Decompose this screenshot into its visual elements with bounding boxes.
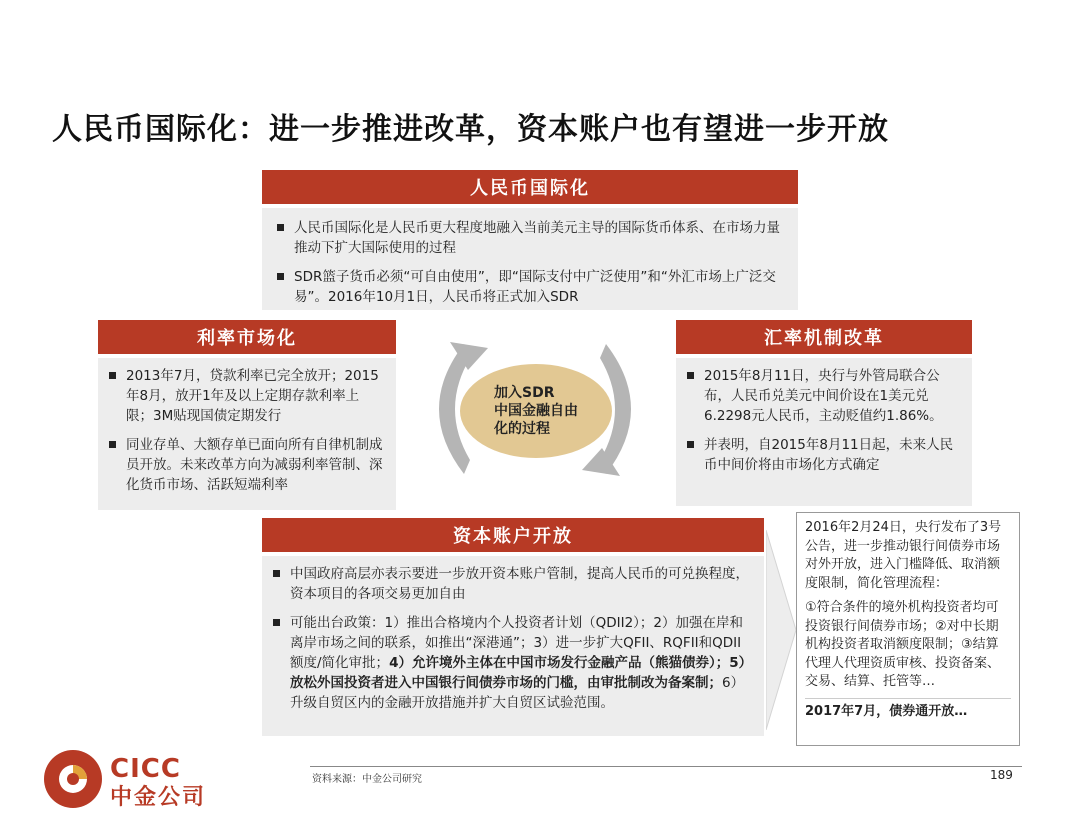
exchange-rate-header: 汇率机制改革	[676, 320, 972, 354]
page-title: 人民币国际化：进一步推进改革，资本账户也有望进一步开放	[52, 112, 889, 147]
list-item: SDR篮子货币必须“可自由使用”，即“国际支付中广泛使用”和“外汇市场上广泛交易”。2016年10月1日，人民币将正式加入SDR	[274, 267, 784, 307]
footer-divider	[310, 766, 1022, 767]
interest-rate-header: 利率市场化	[98, 320, 396, 354]
cicc-logo-icon	[42, 748, 104, 810]
rmb-internationalization-box	[262, 208, 798, 310]
source-note: 资料来源：中金公司研究	[312, 774, 422, 785]
list-item: 同业存单、大额存单已面向所有自律机制成员开放。未来改革方向为减弱利率管制、深化货币市场、活跃短端利率	[106, 435, 386, 495]
exchange-rate-box	[676, 358, 972, 506]
list-item: 2015年8月11日，央行与外管局联合公布，人民币兑美元中间价设在1美元兑6.2298元人民币，主动贬值约1.86%。	[684, 366, 962, 426]
capital-account-box	[262, 556, 764, 736]
note-paragraph: 2016年2月24日，央行发布了3号公告，进一步推动银行间债券市场对外开放，进入门槛降低、取消额度限制，简化管理流程：	[805, 520, 1002, 591]
list-item: 人民币国际化是人民币更大程度地融入当前美元主导的国际货币体系、在市场力量推动下扩大国际使用的过程	[274, 218, 784, 258]
policy-text-a: 可能出台政策：1）推出合格境内个人投资者计划（QDII2）；2）加强在岸和离岸市场之间的联系，如推出“深港通”；3）进一步扩大QFII、RQFII和QDII额度/简化审批；	[290, 615, 744, 671]
page-number: 189	[990, 768, 1013, 782]
brand-name-cn: 中金公司	[110, 785, 207, 810]
policy-text-c: 6）升级自贸区内的金融开放措施并扩大自贸区试验范围。	[290, 675, 745, 711]
bond-market-note	[796, 512, 1020, 746]
policy-text-b: 4）允许境外主体在中国市场发行金融产品（熊猫债券）；5）放松外国投资者进入中国银行间债券市场的门槛，由审批制改为备案制；	[290, 655, 753, 691]
sdr-center-ellipse	[460, 364, 612, 458]
rmb-internationalization-header: 人民币国际化	[262, 170, 798, 204]
brand-name-en: CICC	[110, 754, 181, 784]
note-paragraph: ①符合条件的境外机构投资者均可投资银行间债券市场；②对中长期机构投资者取消额度限制；③结算代理人代理资质审核、投资备案、交易、结算、托管等…	[805, 600, 1001, 689]
note-highlight: 2017年7月，债券通开放…	[805, 698, 1011, 722]
list-item	[270, 613, 754, 713]
list-item: 中国政府高层亦表示要进一步放开资本账户管制，提高人民币的可兑换程度，资本项目的各项交易更加自由	[270, 564, 754, 604]
list-item: 并表明，自2015年8月11日起，未来人民币中间价将由市场化方式确定	[684, 435, 962, 475]
capital-account-header: 资本账户开放	[262, 518, 764, 552]
list-item: 2013年7月，贷款利率已完全放开；2015年8月，放开1年及以上定期存款利率上限；3M贴现国债定期发行	[106, 366, 386, 426]
sdr-center-label: 加入SDR 中国金融自由 化的过程	[494, 385, 578, 437]
interest-rate-box	[98, 358, 396, 510]
pointer-arrow-icon	[766, 530, 796, 730]
